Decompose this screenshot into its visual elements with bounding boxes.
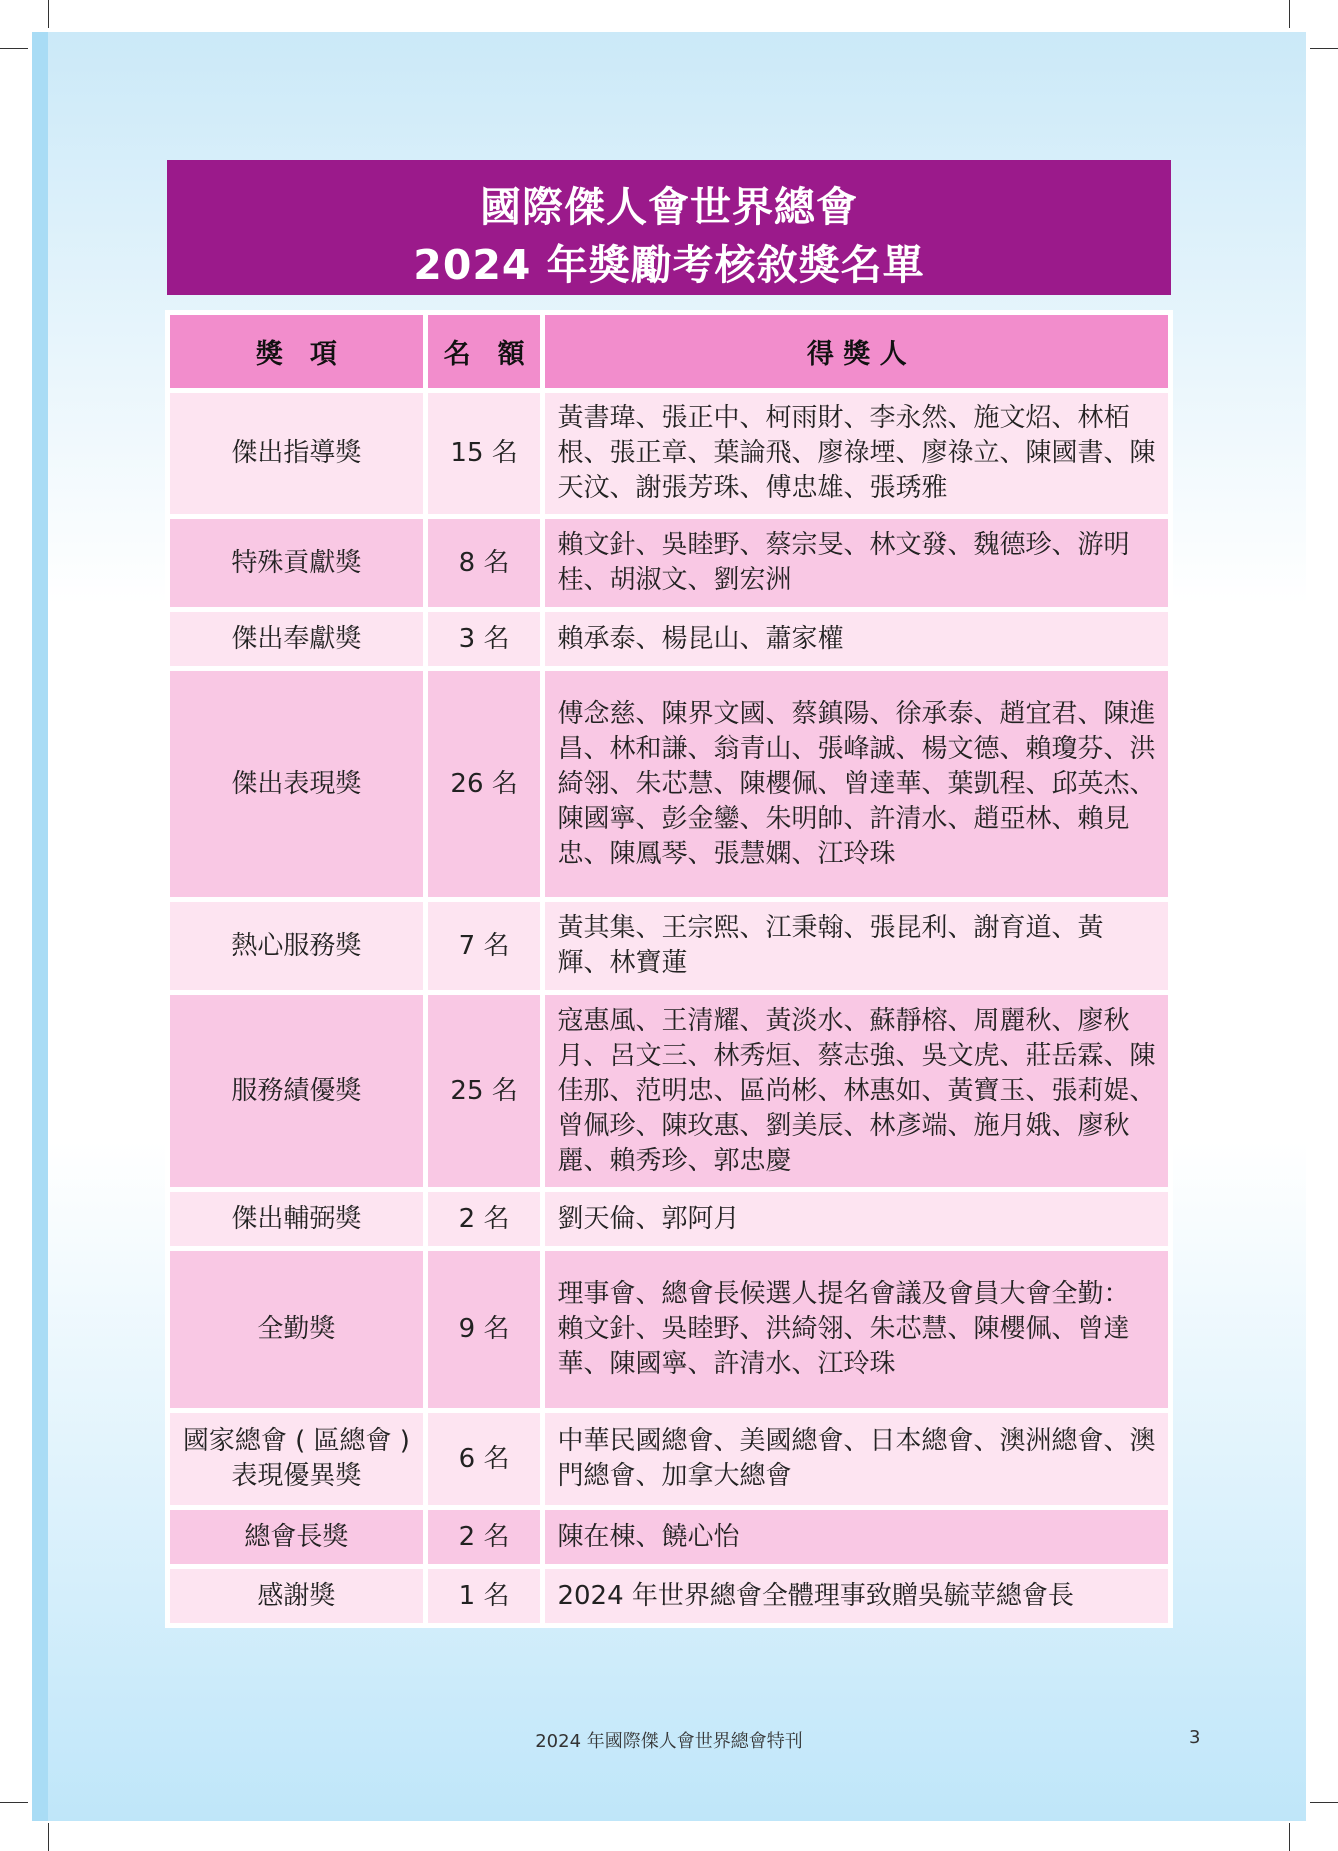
award-name: 總會長獎	[170, 1510, 423, 1564]
crop-mark	[1310, 48, 1338, 49]
table-row	[170, 393, 1168, 514]
award-name: 傑出奉獻獎	[170, 612, 423, 666]
award-name-line2: 表現優異獎	[231, 1461, 362, 1491]
crop-mark	[0, 48, 28, 49]
award-count: 15 名	[428, 393, 541, 514]
award-recipients: 陳在棟、饒心怡	[545, 1510, 1168, 1564]
crop-mark	[0, 1802, 28, 1803]
award-recipients: 賴承泰、楊昆山、蕭家權	[545, 612, 1168, 666]
award-name: 感謝獎	[170, 1569, 423, 1623]
award-recipients: 黃書瑋、張正中、柯雨財、李永然、施文炤、林栢根、張正章、葉論飛、廖祿堙、廖祿立、陳國書、陳天汶、謝張芳珠、傅忠雄、張琇雅	[545, 393, 1168, 514]
recipients-list: 賴文針、吳睦野、洪綺翎、朱芯慧、陳櫻佩、曾達華、陳國寧、許清水、江玲珠	[557, 1314, 1130, 1379]
recipients-note: 理事會、總會長候選人提名會議及會員大會全勤：	[557, 1279, 1130, 1309]
table-row	[170, 671, 1168, 897]
crop-mark	[1289, 1823, 1290, 1851]
award-name: 特殊貢獻獎	[170, 519, 423, 607]
table-row	[170, 1192, 1168, 1246]
award-recipients: 劉天倫、郭阿月	[545, 1192, 1168, 1246]
table-row	[170, 1569, 1168, 1623]
table-row	[170, 1251, 1168, 1408]
table-header-row	[170, 315, 1168, 388]
crop-mark	[48, 1823, 49, 1851]
header-award: 獎 項	[170, 315, 423, 388]
award-count: 25 名	[428, 995, 541, 1187]
award-count: 9 名	[428, 1251, 541, 1408]
footer-publication-title: 2024 年國際傑人會世界總會特刊	[535, 1731, 803, 1752]
awards-table	[165, 310, 1173, 1628]
title-line-2: 2024 年獎勵考核敘獎名單	[413, 241, 925, 289]
award-recipients: 中華民國總會、美國總會、日本總會、澳洲總會、澳門總會、加拿大總會	[545, 1413, 1168, 1505]
award-count: 8 名	[428, 519, 541, 607]
table-row	[170, 902, 1168, 990]
award-name: 熱心服務獎	[170, 902, 423, 990]
award-recipients	[545, 1251, 1168, 1408]
award-count: 3 名	[428, 612, 541, 666]
table-row	[170, 519, 1168, 607]
table-row	[170, 995, 1168, 1187]
header-count: 名 額	[428, 315, 541, 388]
award-name-line1: 國家總會 ( 區總會 )	[182, 1426, 410, 1456]
header-recipients: 得 獎 人	[545, 315, 1168, 388]
award-recipients: 賴文針、吳睦野、蔡宗旻、林文發、魏德珍、游明桂、胡淑文、劉宏洲	[545, 519, 1168, 607]
award-name: 傑出輔弼獎	[170, 1192, 423, 1246]
award-count: 1 名	[428, 1569, 541, 1623]
award-name: 服務績優獎	[170, 995, 423, 1187]
table-row	[170, 1413, 1168, 1505]
crop-mark	[48, 0, 49, 28]
award-count: 7 名	[428, 902, 541, 990]
award-count: 2 名	[428, 1192, 541, 1246]
award-name: 全勤獎	[170, 1251, 423, 1408]
crop-mark	[1289, 0, 1290, 28]
award-recipients: 傅念慈、陳界文國、蔡鎮陽、徐承泰、趙宜君、陳進昌、林和謙、翁青山、張峰誠、楊文德、賴瓊芬、洪綺翎、朱芯慧、陳櫻佩、曾達華、葉凱程、邱英杰、陳國寧、彭金鑾、朱明帥、許清水、趙亞林、賴見忠、陳鳳琴、張慧嫻、江玲珠	[545, 671, 1168, 897]
table-row	[170, 1510, 1168, 1564]
award-recipients: 寇惠風、王清耀、黃淡水、蘇靜榕、周麗秋、廖秋月、呂文三、林秀烜、蔡志強、吳文虎、莊岳霖、陳佳那、范明忠、區尚彬、林惠如、黃寶玉、張莉媞、曾佩珍、陳玫惠、劉美辰、林彥端、施月娥、廖秋麗、賴秀珍、郭忠慶	[545, 995, 1168, 1187]
award-recipients: 黃其集、王宗熙、江秉翰、張昆利、謝育道、黃 輝、林寶蓮	[545, 902, 1168, 990]
award-name: 傑出指導獎	[170, 393, 423, 514]
award-name: 傑出表現獎	[170, 671, 423, 897]
award-name	[170, 1413, 423, 1505]
crop-mark	[1310, 1802, 1338, 1803]
title-banner	[167, 160, 1171, 295]
title-line-1: 國際傑人會世界總會	[480, 183, 858, 231]
table-row	[170, 612, 1168, 666]
page-number: 3	[1189, 1727, 1201, 1748]
award-count: 2 名	[428, 1510, 541, 1564]
award-count: 26 名	[428, 671, 541, 897]
award-count: 6 名	[428, 1413, 541, 1505]
award-recipients: 2024 年世界總會全體理事致贈吳毓苹總會長	[545, 1569, 1168, 1623]
